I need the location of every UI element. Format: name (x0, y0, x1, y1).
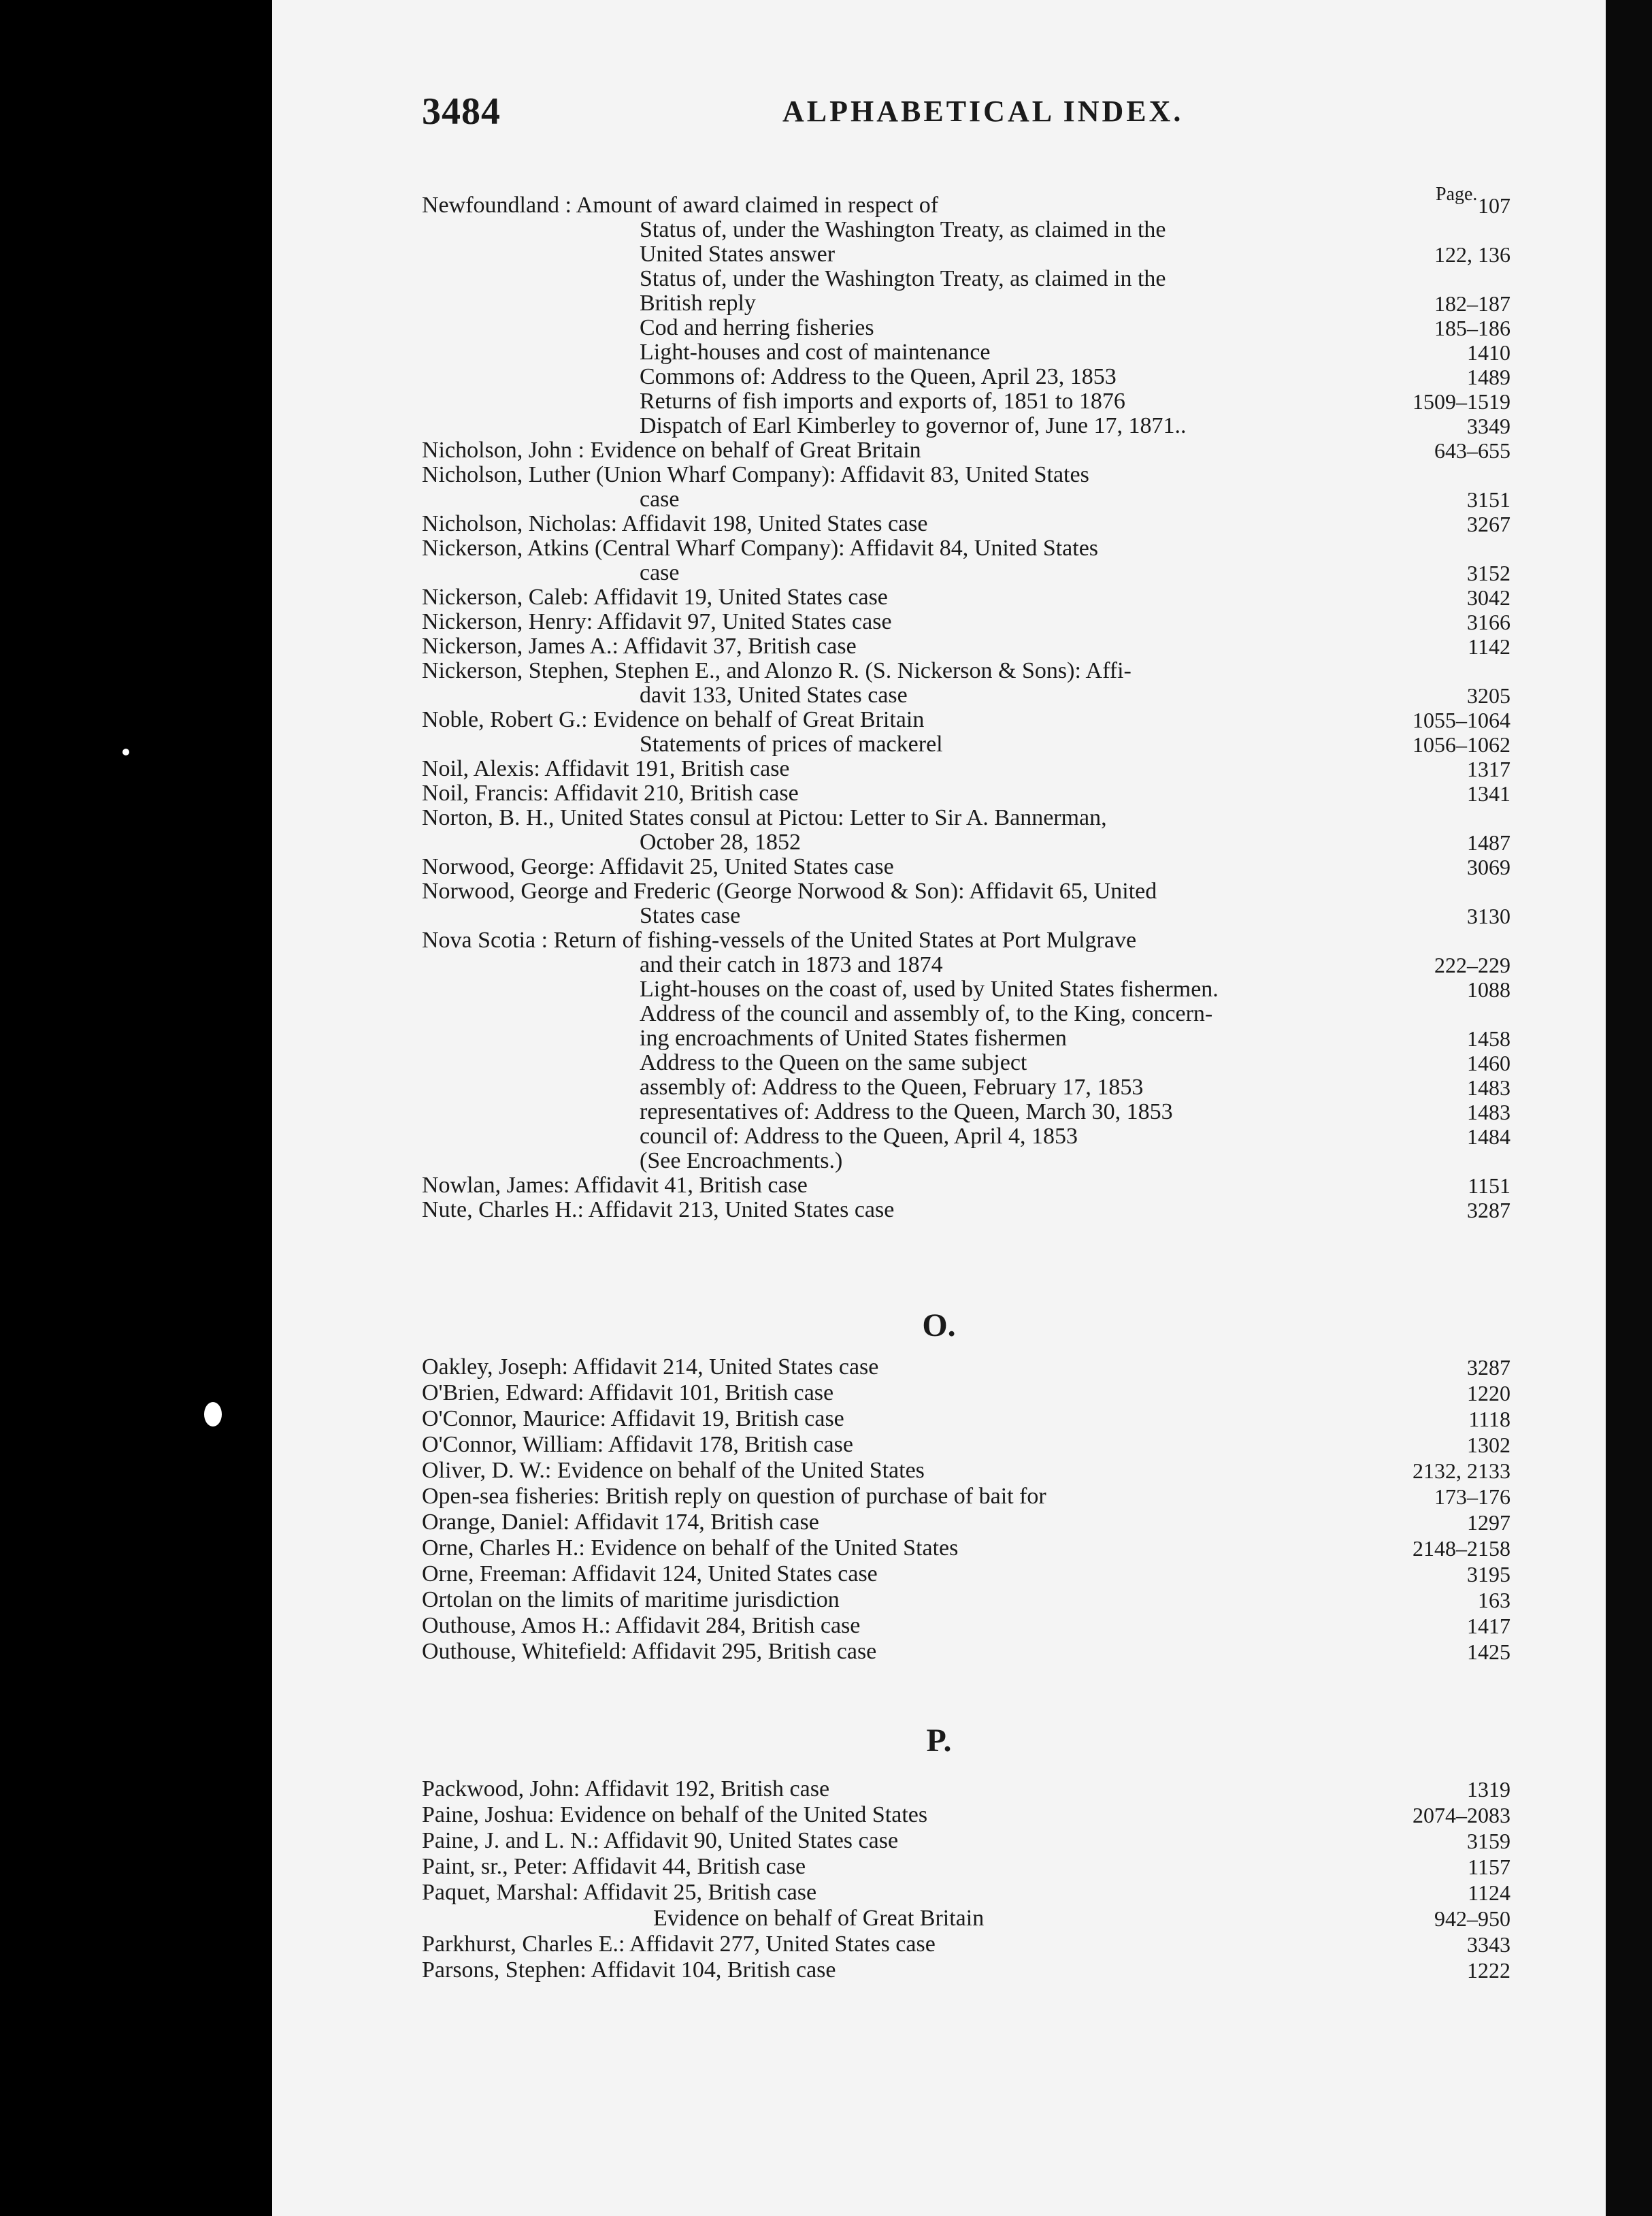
section-o (422, 1354, 1510, 1665)
entry-text (422, 1828, 898, 1854)
entry-page: 185–186 (1434, 316, 1510, 340)
entry-page: 1157 (1468, 1855, 1510, 1879)
entry-heading: O'Connor, Maurice: (422, 1406, 607, 1431)
index-entry (422, 1906, 1510, 1932)
index-entry (422, 193, 1510, 218)
entry-text (422, 1776, 829, 1802)
entry-page: 1220 (1467, 1381, 1510, 1405)
entry-text (640, 242, 835, 267)
entry-text (640, 291, 756, 316)
entry-heading: Norwood, George and Frederic (George Norwood & Son): (422, 879, 965, 904)
entry-description: Affidavit 83, United States (840, 462, 1089, 487)
index-entry (422, 1802, 1510, 1828)
index-entry (422, 781, 1510, 806)
entry-heading: Noil, Francis: (422, 781, 549, 806)
adjacent-page-edge (1606, 0, 1652, 2216)
index-entry (422, 340, 1510, 365)
entry-page: 1460 (1467, 1051, 1510, 1075)
entry-text (422, 757, 790, 781)
index-page (272, 0, 1606, 2216)
entry-text (640, 977, 1219, 1002)
entry-heading: Nickerson, Henry: (422, 609, 593, 634)
entry-description: Affidavit 174, British case (574, 1510, 819, 1535)
entry-description: Evidence on behalf of the United States (560, 1802, 928, 1827)
index-entry (422, 1051, 1510, 1075)
index-entry (422, 1406, 1510, 1432)
entry-text (640, 365, 1117, 389)
entry-text (422, 1354, 878, 1380)
page-header (272, 90, 1606, 151)
entry-page: 2148–2158 (1413, 1536, 1510, 1561)
entry-page: 1118 (1468, 1407, 1510, 1431)
entry-text (422, 1561, 878, 1587)
scan-speck (122, 749, 129, 755)
entry-text (422, 193, 938, 218)
entry-page: 1317 (1467, 757, 1510, 781)
index-entry (422, 1932, 1510, 1957)
entry-heading: Outhouse, Whitefield: (422, 1639, 627, 1664)
entry-description: Affidavit 213, United States case (588, 1197, 895, 1222)
entry-description: Commons of: Address to the Queen, April 23, 1853 (640, 364, 1117, 389)
entry-text (640, 683, 908, 708)
entry-page: 122, 136 (1434, 242, 1510, 267)
page-column-label: Page. (1436, 184, 1478, 205)
index-entry (422, 487, 1510, 512)
index-entry (422, 316, 1510, 340)
entry-page: 1056–1062 (1413, 732, 1510, 757)
entry-page: 1151 (1468, 1173, 1510, 1198)
entry-description: Evidence on behalf of the United States (557, 1458, 925, 1483)
entry-page: 1425 (1467, 1640, 1510, 1664)
entry-description: Dispatch of Earl Kimberley to governor of, June 17, 1871.. (640, 413, 1187, 438)
entry-heading: Nicholson, Nicholas: (422, 511, 618, 536)
entry-heading: O'Brien, Edward: (422, 1380, 584, 1405)
index-entry (422, 438, 1510, 463)
entry-description: Affidavit 25, United States case (599, 854, 894, 879)
entry-description: Affidavit 124, United States case (572, 1561, 878, 1586)
entry-page: 222–229 (1434, 953, 1510, 977)
entry-heading: O'Connor, William: (422, 1432, 604, 1457)
entry-heading: Oakley, Joseph: (422, 1354, 568, 1380)
entry-heading: Nute, Charles H.: (422, 1197, 584, 1222)
entry-description: assembly of: Address to the Queen, February 17, 1853 (640, 1075, 1144, 1100)
entry-page: 3343 (1467, 1932, 1510, 1957)
index-entry (422, 634, 1510, 659)
index-entry (422, 1002, 1510, 1026)
entry-page: 1088 (1467, 977, 1510, 1002)
entry-page: 2074–2083 (1413, 1803, 1510, 1827)
index-entry (422, 1639, 1510, 1665)
entry-page: 3287 (1467, 1355, 1510, 1380)
entry-description: Letter to Sir A. Bannerman, (849, 805, 1107, 830)
entry-text (422, 1173, 808, 1198)
entry-heading: Norwood, George: (422, 854, 595, 879)
entry-description: representatives of: Address to the Queen, March 30, 1853 (640, 1099, 1173, 1124)
index-entry (422, 1026, 1510, 1051)
entry-page: 173–176 (1434, 1484, 1510, 1509)
entry-page: 3151 (1467, 487, 1510, 512)
entry-description: Affidavit 192, British case (584, 1776, 830, 1802)
entry-description: Amount of award claimed in respect of (576, 193, 939, 218)
entry-heading: Parkhurst, Charles E.: (422, 1932, 625, 1957)
entry-page: 1297 (1467, 1510, 1510, 1535)
entry-text (422, 512, 927, 536)
index-entry (422, 1587, 1510, 1613)
index-entry (422, 708, 1510, 732)
entry-description: case (640, 560, 680, 585)
entry-page: 1487 (1467, 830, 1510, 855)
entry-text (422, 1198, 894, 1222)
index-entry (422, 977, 1510, 1002)
entry-text (422, 634, 857, 659)
entry-text (640, 1075, 1143, 1100)
entry-text (422, 1932, 936, 1957)
entry-text (422, 708, 924, 732)
entry-heading: Nickerson, Atkins (Central Wharf Company): (422, 536, 845, 561)
entry-text (640, 1002, 1212, 1026)
entry-text (422, 1484, 1046, 1510)
entry-page: 3349 (1467, 414, 1510, 438)
entry-text (422, 1854, 806, 1880)
index-entry (422, 267, 1510, 291)
entry-page: 107 (1478, 193, 1510, 218)
entry-text (422, 1639, 876, 1665)
section-p (422, 1776, 1510, 1983)
entry-text (422, 1880, 816, 1906)
entry-heading: Orange, Daniel: (422, 1510, 570, 1535)
entry-text (640, 267, 1166, 291)
entry-description: davit 133, United States case (640, 683, 908, 708)
entry-page: 3287 (1467, 1198, 1510, 1222)
entry-description: Evidence on behalf of Great Britain (653, 1906, 985, 1931)
entry-text (640, 1149, 842, 1173)
entry-text (422, 1957, 836, 1983)
entry-description: Status of, under the Washington Treaty, as claimed in the (640, 266, 1166, 291)
entry-description: on the limits of maritime jurisdiction (498, 1587, 840, 1612)
index-entry (422, 1173, 1510, 1198)
entry-text (640, 316, 874, 340)
entry-description: ing encroachments of United States fishermen (640, 1026, 1067, 1051)
entry-description: Address to the Queen on the same subject (640, 1050, 1027, 1075)
entry-page: 942–950 (1434, 1906, 1510, 1931)
entry-page: 3130 (1467, 904, 1510, 928)
entry-description: October 28, 1852 (640, 830, 802, 855)
entry-heading: Orne, Freeman: (422, 1561, 567, 1586)
entry-description: Affi- (1085, 658, 1131, 683)
entry-description: Affidavit 37, British case (623, 634, 857, 659)
entry-description: Affidavit 178, British case (608, 1432, 853, 1457)
index-entry (422, 1828, 1510, 1854)
index-entry (422, 1432, 1510, 1458)
index-entry (422, 1613, 1510, 1639)
entry-description: Affidavit 214, United States case (572, 1354, 879, 1380)
entry-description: Status of, under the Washington Treaty, as claimed in the (640, 217, 1166, 242)
index-entry (422, 561, 1510, 585)
entry-page: 1509–1519 (1413, 389, 1510, 414)
entry-description: Affidavit 101, British case (589, 1380, 834, 1405)
index-entry (422, 1957, 1510, 1983)
entry-heading: Outhouse, Amos H.: (422, 1613, 611, 1638)
entry-description: Affidavit 25, British case (583, 1880, 817, 1905)
entry-page: 1222 (1467, 1958, 1510, 1983)
entry-description: British reply on question of purchase of bait for (606, 1484, 1046, 1509)
entry-text (640, 830, 801, 855)
entry-heading: Nickerson, James A.: (422, 634, 618, 659)
index-entry (422, 365, 1510, 389)
entry-page: 1484 (1467, 1124, 1510, 1149)
index-entry (422, 610, 1510, 634)
entry-heading: Paine, Joshua: (422, 1802, 555, 1827)
entry-description: Affidavit 44, British case (572, 1854, 806, 1879)
entry-page: 163 (1478, 1588, 1510, 1612)
entry-heading: Paine, J. and L. N.: (422, 1828, 599, 1853)
entry-description: States case (640, 903, 741, 928)
index-entry (422, 414, 1510, 438)
index-entry (422, 1880, 1510, 1906)
entry-text (422, 438, 921, 463)
index-entry (422, 536, 1510, 561)
entry-description: Affidavit 97, United States case (597, 609, 892, 634)
entry-text (422, 1406, 844, 1432)
entry-heading: Nickerson, Caleb: (422, 585, 589, 610)
entry-description: Light-houses on the coast of, used by United States fishermen. (640, 977, 1219, 1002)
entry-page: 1124 (1468, 1880, 1510, 1905)
entry-heading: Orne, Charles H.: (422, 1535, 585, 1561)
entry-page: 3166 (1467, 610, 1510, 634)
index-entry (422, 732, 1510, 757)
index-entry (422, 1149, 1510, 1173)
entry-text (422, 536, 1098, 561)
entry-page: 1055–1064 (1413, 708, 1510, 732)
entry-text (640, 1051, 1027, 1075)
entry-heading: Newfoundland : (422, 193, 572, 218)
scan-speck (204, 1402, 222, 1427)
entry-text (640, 1026, 1067, 1051)
index-entry (422, 512, 1510, 536)
entry-page: 3159 (1467, 1829, 1510, 1853)
entry-description: and their catch in 1873 and 1874 (640, 952, 943, 977)
entry-page: 1410 (1467, 340, 1510, 365)
entry-description: Light-houses and cost of maintenance (640, 340, 991, 365)
running-title: ALPHABETICAL INDEX. (782, 95, 1184, 128)
index-entry (422, 879, 1510, 904)
entry-text (422, 659, 1131, 683)
entry-heading: Norton, B. H., United States consul at Pictou: (422, 805, 844, 830)
index-entry (422, 1100, 1510, 1124)
entry-text (653, 1906, 984, 1932)
entry-description: Affidavit 210, British case (553, 781, 799, 806)
entry-description: case (640, 487, 680, 512)
index-entry (422, 585, 1510, 610)
entry-text (422, 1458, 925, 1484)
entry-description: Affidavit 277, United States case (629, 1932, 936, 1957)
entry-heading: Open-sea fisheries: (422, 1484, 600, 1509)
entry-text (422, 855, 894, 879)
entry-page: 1417 (1467, 1614, 1510, 1638)
entry-text (640, 1100, 1173, 1124)
index-entry (422, 1124, 1510, 1149)
entry-description: Affidavit 84, United States (849, 536, 1099, 561)
entry-heading: Nowlan, James: (422, 1173, 570, 1198)
index-entry (422, 291, 1510, 316)
entry-text (640, 732, 943, 757)
entry-text (422, 610, 892, 634)
entry-page: 2132, 2133 (1413, 1459, 1510, 1483)
index-entry (422, 1198, 1510, 1222)
index-entry (422, 1484, 1510, 1510)
entry-heading: Parsons, Stephen: (422, 1957, 587, 1983)
section-o-heading: O. (922, 1307, 956, 1343)
entry-description: Affidavit 19, British case (610, 1406, 844, 1431)
index-entry (422, 389, 1510, 414)
index-entry (422, 1075, 1510, 1100)
entry-heading: Nickerson, Stephen, Stephen E., and Alonzo R. (S. Nickerson & Sons): (422, 658, 1081, 683)
entry-description: Affidavit 19, United States case (593, 585, 888, 610)
entry-description: Returns of fish imports and exports of, 1851 to 1876 (640, 389, 1125, 414)
entry-description: Address of the council and assembly of, to the King, concern- (640, 1001, 1213, 1026)
entry-text (640, 340, 991, 365)
index-entry (422, 1776, 1510, 1802)
index-entry (422, 683, 1510, 708)
entry-description: (See Encroachments.) (640, 1148, 843, 1173)
entry-heading: Noil, Alexis: (422, 756, 540, 781)
entry-text (422, 1510, 819, 1535)
entry-page: 3267 (1467, 512, 1510, 536)
entry-page: 1489 (1467, 365, 1510, 389)
section-p-heading: P. (926, 1723, 952, 1759)
entry-description: United States answer (640, 242, 836, 267)
entry-description: Affidavit 295, British case (631, 1639, 877, 1664)
entry-heading: Nicholson, Luther (Union Wharf Company): (422, 462, 836, 487)
entry-description: Evidence on behalf of the United States (591, 1535, 959, 1561)
entry-description: Affidavit 41, British case (574, 1173, 808, 1198)
entry-page: 643–655 (1434, 438, 1510, 463)
entry-page: 1458 (1467, 1026, 1510, 1051)
entry-page: 1319 (1467, 1777, 1510, 1802)
page-number: 3484 (422, 91, 501, 133)
entry-text (640, 414, 1187, 438)
entry-description: British reply (640, 291, 756, 316)
entry-text (422, 1587, 840, 1613)
entry-page: 3205 (1467, 683, 1510, 708)
entry-page: 3152 (1467, 561, 1510, 585)
index-entry (422, 1561, 1510, 1587)
entry-text (422, 463, 1089, 487)
entry-heading: Oliver, D. W.: (422, 1458, 552, 1483)
index-entry (422, 1535, 1510, 1561)
entry-description: Evidence on behalf of Great Britain (590, 438, 921, 463)
entry-text (640, 1124, 1078, 1149)
entry-text (422, 1613, 860, 1639)
index-entry (422, 1354, 1510, 1380)
entry-page: 1302 (1467, 1433, 1510, 1457)
entry-page: 1341 (1467, 781, 1510, 806)
entry-text (422, 1432, 853, 1458)
index-entry (422, 806, 1510, 830)
entry-page: 3042 (1467, 585, 1510, 610)
entry-text (640, 218, 1166, 242)
entry-description: Affidavit 198, United States case (621, 511, 928, 536)
entry-description: Statements of prices of mackerel (640, 732, 943, 757)
entry-description: Affidavit 191, British case (544, 756, 790, 781)
entry-text (640, 389, 1125, 414)
index-entry (422, 218, 1510, 242)
index-entry (422, 830, 1510, 855)
entry-page: 1142 (1468, 634, 1510, 659)
index-entry (422, 463, 1510, 487)
entry-description: Affidavit 65, United (969, 879, 1157, 904)
entry-heading: Nova Scotia : (422, 928, 548, 953)
entry-page: 3069 (1467, 855, 1510, 879)
entry-description: Evidence on behalf of Great Britain (593, 707, 925, 732)
entry-description: Cod and herring fisheries (640, 315, 874, 340)
entry-text (640, 487, 680, 512)
section-n (422, 193, 1510, 1222)
entry-text (422, 928, 1136, 953)
entry-heading: Packwood, John: (422, 1776, 580, 1802)
entry-description: Return of fishing-vessels of the United States at Port Mulgrave (553, 928, 1137, 953)
entry-heading: Noble, Robert G.: (422, 707, 588, 732)
entry-text (422, 1380, 833, 1406)
entry-page: 1483 (1467, 1100, 1510, 1124)
entry-text (422, 585, 888, 610)
entry-page: 1483 (1467, 1075, 1510, 1100)
entry-text (422, 879, 1157, 904)
entry-heading: Ortolan (422, 1587, 493, 1612)
entry-heading: Nicholson, John : (422, 438, 584, 463)
index-entry (422, 1380, 1510, 1406)
entry-text (422, 806, 1107, 830)
index-entry (422, 1510, 1510, 1535)
entry-description: Affidavit 284, British case (615, 1613, 861, 1638)
index-entry (422, 659, 1510, 683)
entry-description: Affidavit 104, British case (591, 1957, 836, 1983)
entry-text (422, 781, 799, 806)
index-entry (422, 1458, 1510, 1484)
entry-text (422, 1802, 927, 1828)
index-entry (422, 242, 1510, 267)
entry-page: 3195 (1467, 1562, 1510, 1586)
entry-heading: Paquet, Marshal: (422, 1880, 579, 1905)
entry-text (422, 1535, 958, 1561)
entry-page: 182–187 (1434, 291, 1510, 316)
entry-text (640, 904, 740, 928)
entry-text (640, 561, 680, 585)
index-entry (422, 904, 1510, 928)
entry-heading: Paint, sr., Peter: (422, 1854, 568, 1879)
index-entry (422, 953, 1510, 977)
index-entry (422, 855, 1510, 879)
entry-description: council of: Address to the Queen, April 4, 1853 (640, 1124, 1078, 1149)
entry-description: Affidavit 90, United States case (604, 1828, 899, 1853)
index-entry (422, 928, 1510, 953)
index-entry (422, 1854, 1510, 1880)
entry-text (640, 953, 943, 977)
index-entry (422, 757, 1510, 781)
